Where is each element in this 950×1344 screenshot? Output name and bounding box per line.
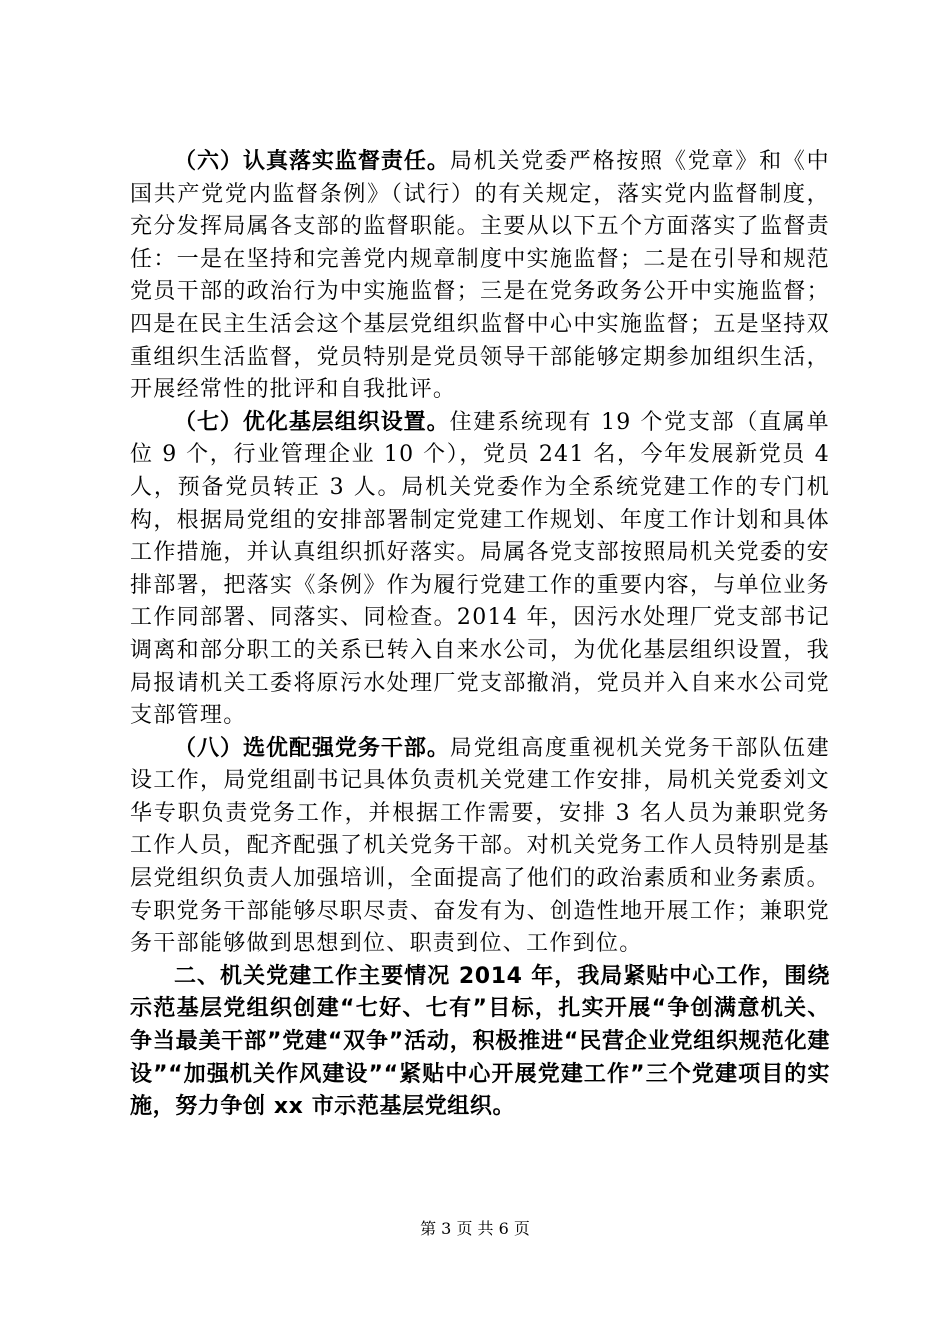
paragraph-cadres (130, 733, 830, 961)
page-number-footer: 第 3 页 共 6 页 (420, 1219, 530, 1238)
paragraph-heading: （七）优化基层组织设置。 (174, 409, 450, 435)
paragraph-text: 局机关党委严格按照《党章》和《中国共产党党内监督条例》（试行）的有关规定，落实党内监督制度，充分发挥局属各支部的监督职能。主要从以下五个方面落实了监督责任：一是在坚持和完善党内规章制度中实施监督；二是在引导和规范党员干部的政治行为中实施监督；三是在党务政务公开中实施监督；四是在民主生活会这个基层党组织监督中心中实施监督；五是坚持双重组织生活监督，党员特别是党员领导干部能够定期参加组织生活，开展经常性的批评和自我批评。 (130, 149, 830, 403)
paragraph-heading: （八）选优配强党务干部。 (174, 735, 450, 761)
paragraph-text: 住建系统现有 19 个党支部（直属单位 9 个，行业管理企业 10 个），党员 241 名，今年发展新党员 4 人，预备党员转正 3 人。局机关党委作为全系统党建工作的专门机构，根据局党组的安排部署制定党建工作规划、年度工作计划和具体工作措施，并认真组织抓好落实。局属各党支部按照局机关党委的安排部署，把落实《条例》作为履行党建工作的重要内容，与单位业务工作同部署、同落实、同检查。2014 年，因污水处理厂党支部书记调离和部分职工的关系已转入自来水公司，为优化基层组织设置，我局报请机关工委将原污水处理厂党支部撤消，党员并入自来水公司党支部管理。 (130, 409, 830, 729)
paragraph-supervision (130, 146, 830, 407)
paragraph-heading: （六）认真落实监督责任。 (174, 149, 450, 174)
paragraph-organization (130, 407, 830, 733)
paragraph-text: 局党组高度重视机关党务干部队伍建设工作，局党组副书记具体负责机关党建工作安排，局机关党委刘文华专职负责党务工作，并根据工作需要，安排 3 名人员为兼职党务工作人员，配齐配强了机关党务干部。对机关党务工作人员特别是基层党组织负责人加强培训，全面提高了他们的政治素质和业务素质。专职党务干部能够尽职尽责、奋发有为、创造性地开展工作；兼职党务干部能够做到思想到位、职责到位、工作到位。 (130, 735, 830, 957)
document-body (130, 146, 830, 1124)
section-heading-paragraph: 二、机关党建工作主要情况 2014 年，我局紧贴中心工作，围绕示范基层党组织创建“七好、七有”目标，扎实开展“争创满意机关、争当最美干部”党建“双争”活动，积极推进“民营企业党组织规范化建设”“加强机关作风建设”“紧贴中心开展党建工作”三个党建项目的实施，努力争创 xx 市示范基层党组织。 (130, 963, 830, 1120)
